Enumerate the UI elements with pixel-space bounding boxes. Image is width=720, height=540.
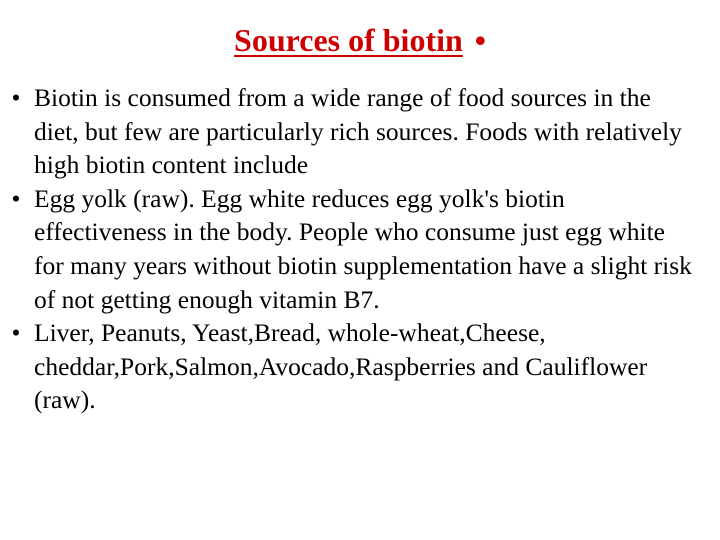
bullet-text: Liver, Peanuts, Yeast,Bread, whole-wheat,Cheese, cheddar,Pork,Salmon,Avocado,Raspberries and Cauliflower (raw). xyxy=(34,318,648,415)
bullet-marker: • xyxy=(11,83,21,112)
bullet-marker: • xyxy=(11,318,21,348)
bullet-text: Biotin is consumed from a wide range of food sources in the diet, but few are particularly rich sources. Foods with relatively high biotin content include xyxy=(34,83,682,180)
title-bullet-marker: • xyxy=(474,22,486,58)
bullet-item xyxy=(0,316,720,417)
bullet-item xyxy=(0,81,720,182)
bullet-text: Egg yolk (raw). Egg white reduces egg yolk's biotin effectiveness in the body. People who consume just egg white for many years without biotin supplementation have a slight risk of not getting enough vitamin B7. xyxy=(34,183,692,314)
slide-title: Sources of biotin xyxy=(234,22,463,58)
title-row xyxy=(0,22,720,59)
bullet-marker: • xyxy=(11,183,21,213)
bullet-list xyxy=(0,81,720,417)
bullet-item xyxy=(0,182,720,316)
